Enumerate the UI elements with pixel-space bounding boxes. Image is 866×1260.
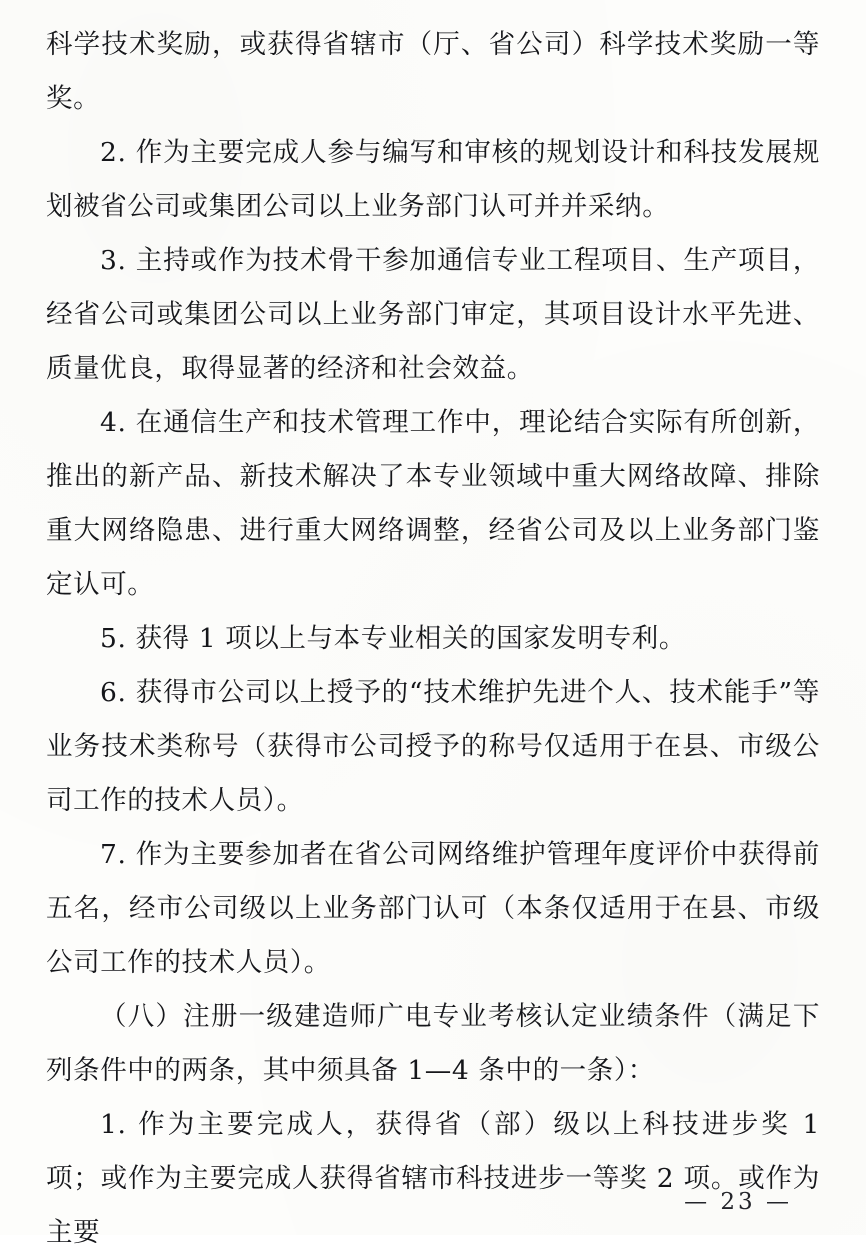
paragraph-item-2: 2. 作为主要完成人参与编写和审核的规划设计和科技发展规划被省公司或集团公司以上业务部门认可并并采纳。 <box>46 137 820 222</box>
paragraph-continued-award: 科学技术奖励，或获得省辖市（厅、省公司）科学技术奖励一等奖。 <box>46 29 820 114</box>
page-number: — 23 — <box>684 1189 792 1215</box>
paragraph-item-3: 3. 主持或作为技术骨干参加通信专业工程项目、生产项目，经省公司或集团公司以上业务部门审定，其项目设计水平先进、质量优良，取得显著的经济和社会效益。 <box>46 245 820 384</box>
paragraph-item-6: 6. 获得市公司以上授予的“技术维护先进个人、技术能手”等业务技术类称号（获得市公司授予的称号仅适用于在县、市级公司工作的技术人员）。 <box>46 677 820 816</box>
document-body <box>46 18 830 1260</box>
paragraph-item-5: 5. 获得 1 项以上与本专业相关的国家发明专利。 <box>100 623 686 654</box>
paragraph-section-8: （八）注册一级建造师广电专业考核认定业绩条件（满足下列条件中的两条，其中须具备 1—4 条中的一条）： <box>46 1001 820 1086</box>
page-footer <box>0 1189 866 1215</box>
paragraph-item-4: 4. 在通信生产和技术管理工作中，理论结合实际有所创新，推出的新产品、新技术解决了本专业领域中重大网络故障、排除重大网络隐患、进行重大网络调整，经省公司及以上业务部门鉴定认可。 <box>46 407 820 600</box>
paragraph-section-8-item-1: 1. 作为主要完成人，获得省（部）级以上科技进步奖 1 项；或作为主要完成人获得省辖市科技进步一等奖 2 项。或作为主要 <box>46 1109 830 1248</box>
paragraph-item-7: 7. 作为主要参加者在省公司网络维护管理年度评价中获得前五名，经市公司级以上业务部门认可（本条仅适用于在县、市级公司工作的技术人员）。 <box>46 839 820 978</box>
